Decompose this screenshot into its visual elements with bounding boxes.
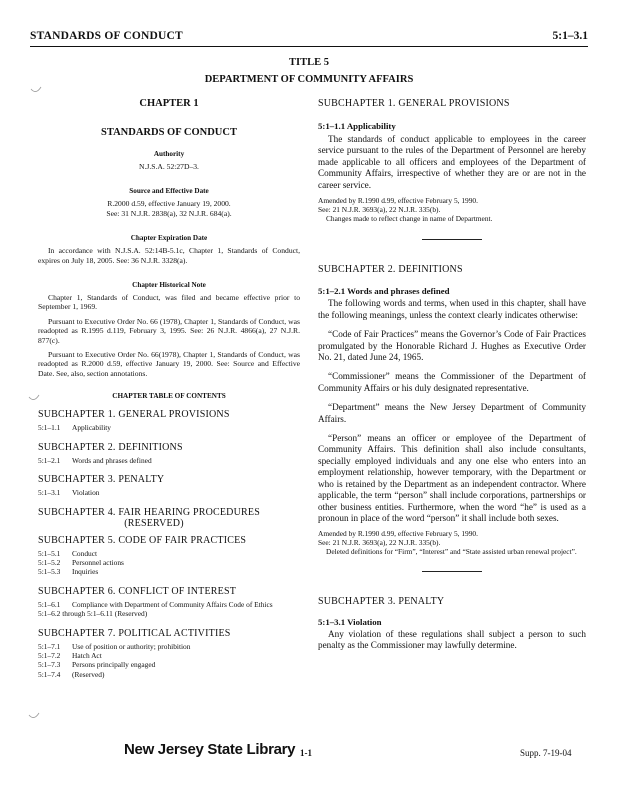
toc-subchapter-7	[38, 628, 300, 680]
source-heading: Source and Effective Date	[129, 187, 209, 196]
source-line: See: 31 N.J.R. 2838(a), 32 N.J.R. 684(a).	[106, 208, 232, 218]
toc-entry[interactable]: 5:1–2.1 Words and phrases defined	[38, 455, 152, 465]
toc-entry[interactable]: 5:1–6.1 Compliance with Department of Community Affairs Code of Ethics	[38, 599, 273, 609]
title-number: TITLE 5	[289, 57, 329, 68]
toc-subchapter-title: SUBCHAPTER 1. GENERAL PROVISIONS	[38, 409, 230, 421]
expiration-heading: Chapter Expiration Date	[130, 234, 208, 243]
toc-entry[interactable]: 5:1–5.2 Personnel actions	[38, 557, 124, 567]
amendment-note-detail: Changes made to reflect change in name of Department.	[326, 213, 493, 223]
authority-text: N.J.S.A. 52:27D–3.	[139, 162, 199, 171]
toc-entry[interactable]: 5:1–3.1 Violation	[38, 488, 100, 498]
toc-subchapter-title: SUBCHAPTER 5. CODE OF FAIR PRACTICES	[38, 534, 247, 546]
amendment-note: See: 21 N.J.R. 3693(a), 22 N.J.R. 335(b).	[318, 538, 441, 548]
section-heading: 5:1–1.1 Applicability	[318, 121, 396, 131]
subchapter-2-heading: SUBCHAPTER 2. DEFINITIONS	[318, 264, 463, 276]
definition-para: The following words and terms, when used in this chapter, shall have the following meanings, unless the context clearly indicates otherwise:	[318, 298, 586, 320]
margin-mark-icon	[28, 712, 40, 722]
section-text: The standards of conduct applicable to employees in the career service pursuant to the rules of the Department of Personnel are hereby made applicable to all officers and employees of the Department of Community Affairs, irrespective of whether they are or are not in the career service.	[318, 134, 586, 190]
margin-mark-icon	[28, 394, 40, 404]
toc-entry[interactable]: 5:1–7.4 (Reserved)	[38, 669, 105, 679]
margin-mark-icon	[30, 86, 42, 96]
definition-para: “Code of Fair Practices” means the Governor’s Code of Fair Practices promulgated by the Honorable Richard J. Hughes as Executive Order No. 21, dated June 24, 1965.	[318, 329, 586, 363]
running-header	[30, 30, 588, 46]
left-column	[38, 92, 300, 679]
definition-para: “Person” means an officer or employee of the Department of Community Affairs. This definition shall also include consultants, specially employed individuals and any one else who enters into an employment relationship, however temporary, with the Department or who is retained by the Department as an independent contractor. Where applicable, the term “person” shall include corporations, partnerships or other business entities. Furthermore, when the word “he” is used as a pronoun in place of the word “person” it shall include both sexes.	[318, 433, 586, 523]
toc-subchapter-6	[38, 586, 300, 619]
section-divider	[422, 239, 482, 240]
toc-heading: CHAPTER TABLE OF CONTENTS	[112, 392, 226, 401]
source-line: R.2000 d.59, effective January 19, 2000.	[107, 199, 231, 209]
subchapter-3-heading: SUBCHAPTER 3. PENALTY	[318, 595, 445, 607]
toc-subchapter-title: SUBCHAPTER 3. PENALTY	[38, 474, 165, 486]
toc-subchapter-1	[38, 409, 300, 432]
department-title: DEPARTMENT OF COMMUNITY AFFAIRS	[204, 74, 414, 85]
section-heading: 5:1–3.1 Violation	[318, 616, 382, 627]
toc-subchapter-2	[38, 442, 300, 465]
amendment-note: Amended by R.1990 d.99, effective February 5, 1990.	[318, 196, 478, 206]
section-heading: 5:1–2.1 Words and phrases defined	[318, 286, 450, 297]
toc-subchapter-5	[38, 535, 300, 577]
toc-subchapter-title: SUBCHAPTER 7. POLITICAL ACTIVITIES	[38, 627, 231, 639]
chapter-title: STANDARDS OF CONDUCT	[101, 127, 237, 138]
subchapter-1-heading: SUBCHAPTER 1. GENERAL PROVISIONS	[318, 98, 510, 109]
page-number: 1-1	[300, 748, 312, 758]
header-left: STANDARDS OF CONDUCT	[30, 30, 183, 42]
section-divider	[422, 571, 482, 572]
chapter-number: CHAPTER 1	[139, 98, 199, 109]
toc-subchapter-title: SUBCHAPTER 6. CONFLICT OF INTEREST	[38, 585, 237, 597]
header-right: 5:1–3.1	[552, 30, 588, 42]
history-para: Pursuant to Executive Order No. 66(1978), Chapter 1, Standards of Conduct, was readopted as R.2000 d.59, effective January 19, 2000. See: Source and Effective Date. See, also, section annotations.	[38, 350, 300, 378]
definition-para: “Commissioner” means the Commissioner of the Department of Community Affairs or his duly designated representative.	[318, 371, 586, 393]
toc-entry[interactable]: 5:1–7.1 Use of position or authority; prohibition	[38, 641, 191, 651]
toc-subchapter-title: SUBCHAPTER 2. DEFINITIONS	[38, 441, 183, 453]
library-stamp: New Jersey State Library	[124, 741, 296, 758]
header-rule	[30, 46, 588, 47]
history-para: Chapter 1, Standards of Conduct, was filed and became effective prior to September 1, 1969.	[38, 293, 300, 312]
toc-subchapter-4	[38, 507, 300, 529]
history-para: Pursuant to Executive Order No. 66 (1978), Chapter 1, Standards of Conduct, was readopted as R.1995 d.119, February 3, 1995. See: 26 N.J.R. 4866(a), 27 N.J.R. 877(c).	[38, 316, 300, 345]
right-column	[318, 92, 586, 652]
toc-entry[interactable]: 5:1–7.3 Persons principally engaged	[38, 660, 156, 670]
amendment-note-detail: Deleted definitions for “Firm”, “Interest” and “State assisted urban renewal project”.	[326, 546, 577, 556]
authority-heading: Authority	[153, 150, 185, 158]
toc-subchapter-title: SUBCHAPTER 4. FAIR HEARING PROCEDURES	[38, 506, 260, 518]
expiration-text: In accordance with N.J.S.A. 52:14B-5.1c, Chapter 1, Standards of Conduct, expires on July 18, 2005. See: 36 N.J.R. 3328(a).	[38, 246, 300, 265]
toc-entry[interactable]: 5:1–5.1 Conduct	[38, 548, 98, 558]
toc-subchapter-3	[38, 474, 300, 497]
toc-entry[interactable]: 5:1–6.2 through 5:1–6.11 (Reserved)	[38, 609, 148, 619]
definition-para: “Department” means the New Jersey Department of Community Affairs.	[318, 402, 586, 424]
history-heading: Chapter Historical Note	[132, 281, 206, 290]
amendment-note: Amended by R.1990 d.99, effective February 5, 1990.	[318, 529, 478, 539]
toc-entry[interactable]: 5:1–5.3 Inquiries	[38, 567, 99, 577]
toc-entry[interactable]: 5:1–7.2 Hatch Act	[38, 650, 102, 660]
toc-entry[interactable]: 5:1–1.1 Applicability	[38, 423, 111, 433]
supplement-date: Supp. 7-19-04	[520, 748, 572, 758]
section-text: Any violation of these regulations shall subject a person to such penalty as the Commissioner may lawfully determine.	[318, 628, 586, 651]
amendment-note: See: 21 N.J.R. 3693(a), 22 N.J.R. 335(b).	[318, 204, 441, 214]
toc-subchapter-reserved: (RESERVED)	[124, 517, 184, 529]
